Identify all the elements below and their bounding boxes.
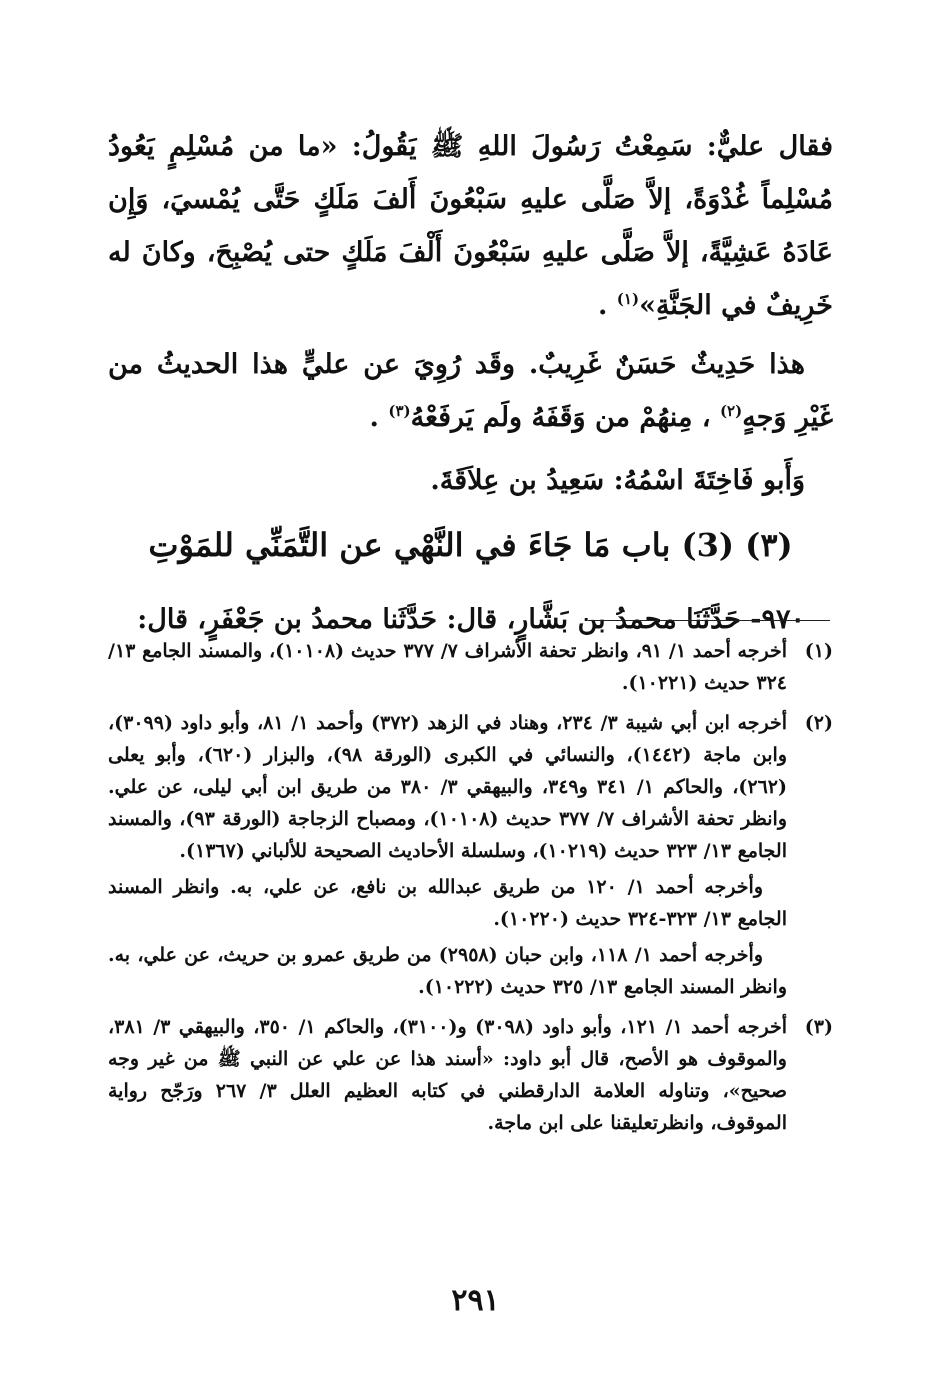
footnote-2 xyxy=(108,707,833,1007)
footnote-number: (١) xyxy=(804,640,833,662)
footnote-text: أخرجه أحمد ١/ ٩١، وانظر تحفة الأشراف ٧/ ٣٧٧ حديث (١٠١٠٨)، والمسند الجامع ١٣/ ٣٢٤ حديث (١٠٢٢١). xyxy=(108,640,787,694)
main-text xyxy=(108,120,833,656)
footnote-number: (٣) xyxy=(804,1016,833,1038)
chapter-title: (٣) (3) باب مَا جَاءَ في النَّهْي عن التَّمَنِّي للمَوْتِ xyxy=(148,526,793,564)
page-number: ٢٩١ xyxy=(451,1283,500,1318)
footnote-text: أخرجه أحمد ١/ ١٢١، وأبو داود (٣٠٩٨) و(٣١٠٠)، والحاكم ١/ ٣٥٠، والبيهقي ٣/ ٣٨١، والموقوف هو الأصح، قال أبو داود: «أسند هذا عن علي عن النبي ﷺ من غير وجه صحيح»، وتناوله العلامة الدارقطني في كتابه العظيم العلل ٣/ ٢٦٧ ورَجّح رواية الموقوف، وانظرتعليقنا على ابن ماجة. xyxy=(108,1016,788,1134)
paragraph-hadith-text: فقال عليٌّ: سَمِعْتُ رَسُولَ اللهِ ﷺ يَقُولُ: «ما من مُسْلِمٍ يَعُودُ مُسْلِماً غُدْوَةً، إلاَّ صَلَّى عليهِ سَبْعُونَ أَلفَ مَلَكٍ حَتَّى يُمْسيَ، وَإِن عَادَهُ عَشِيَّةً، إلاَّ صَلَّى عليهِ سَبْعُونَ أَلْفَ مَلَكٍ حتى يُصْبِحَ، وكانَ له خَرِيفٌ في الجَنَّةِ»$^{(١)}$ . xyxy=(108,131,833,321)
footnote-ref-3: (٣) xyxy=(388,402,411,420)
footnote-ref-1: (١) xyxy=(616,290,640,308)
footnote-text: وأخرجه أحمد ١/ ١١٨، وابن حبان (٢٩٥٨) من طريق عمرو بن حريث، عن علي، به. وانظر المسند الجامع ١٣/ ٣٢٥ حديث (١٠٢٢٢). xyxy=(108,944,787,998)
hadith-970-start: ٩٧٠- حَدَّثَنَا محمدُ بن بَشَّارٍ، قال: حَدَّثَنا محمدُ بن جَعْفَرٍ، قال: xyxy=(137,604,805,635)
paragraph-narrator-name: وَأَبو فَاخِتَةَ اسْمُهُ: سَعِيدُ بن عِلاَقَةَ. xyxy=(430,465,805,496)
footnote-number: (٢) xyxy=(804,712,833,734)
footnote-1 xyxy=(108,635,833,703)
footnote-3 xyxy=(108,1011,833,1143)
footnote-text: أخرجه ابن أبي شيبة ٣/ ٢٣٤، وهناد في الزهد (٣٧٢) وأحمد ١/ ٨١، وأبو داود (٣٠٩٩)، وابن ماجة (١٤٤٢)، والنسائي في الكبرى (الورقة ٩٨)، والبزار (٦٢٠)، وأبو يعلى (٢٦٢)، والحاكم ١/ ٣٤١ و٣٤٩، والبيهقي ٣/ ٣٨٠ من طريق ابن أبي ليلى، عن علي. وانظر تحفة الأشراف ٧/ ٣٧٧ حديث (١٠١٠٨)، ومصباح الزجاجة (الورقة ٩٣)، والمسند الجامع ١٣/ ٣٢٣ حديث (١٠٢١٩)، وسلسلة الأحاديث الصحيحة للألباني (١٣٦٧). xyxy=(108,712,788,862)
footnote-separator xyxy=(588,620,830,621)
footnote-ref-2: (٢) xyxy=(719,402,743,420)
footnote-text: وأخرجه أحمد ١/ ١٢٠ من طريق عبدالله بن نافع، عن علي، به. وانظر المسند الجامع ١٣/ ٣٢٣-٣٢٤ حديث (١٠٢٢٠). xyxy=(108,876,787,930)
footnotes xyxy=(108,635,833,1147)
paragraph-grading: هذا حَدِيثٌ حَسَنٌ غَرِيبٌ. وقَد رُوِيَ عن عليٍّ هذا الحديثُ من غَيْرِ وَجهٍ$^{(٢)}$ ، مِنهُمْ من وَقَفَهُ ولَم يَرفَعْهُ$^{(٣)}$ . xyxy=(108,349,833,433)
